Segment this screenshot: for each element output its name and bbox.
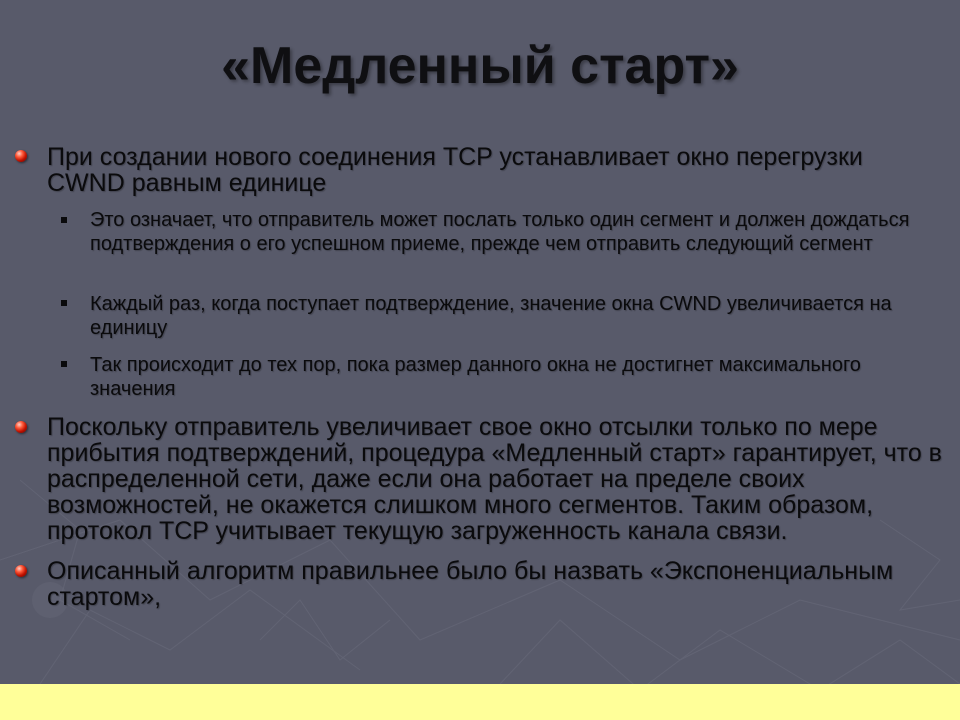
bullet-ball-icon [15, 150, 27, 162]
sub-bullet-item: Так происходит до тех пор, пока размер данного окна не достигнет максимального значения [90, 354, 861, 400]
sub-bullet-item: Каждый раз, когда поступает подтверждение, значение окна CWND увеличивается на единицу [90, 293, 892, 339]
sub-bullet-square-icon [61, 217, 67, 223]
bullet-item: При создании нового соединения TCP устанавливает окно перегрузки CWND равным единице [47, 143, 863, 197]
bullet-item: Описанный алгоритм правильнее было бы назвать «Экспоненциальным стартом», [47, 557, 894, 611]
sub-bullet-item: Это означает, что отправитель может послать только один сегмент и должен дождаться подтверждения о его успешном приеме, прежде чем отправить следующий сегмент [90, 209, 910, 255]
slide-title: «Медленный старт» [221, 37, 739, 95]
bullet-ball-icon [15, 421, 27, 433]
bullet-item: Поскольку отправитель увеличивает свое окно отсылки только по мере прибытия подтверждений, процедура «Медленный старт» гарантирует, что в распределенной сети, даже если она работает на пределе своих возможностей, не окажется слишком много сегментов. Таким образом, протокол TCP учитывает текущую загруженность канала связи. [47, 413, 942, 545]
sub-bullet-square-icon [61, 300, 67, 306]
sub-bullet-square-icon [61, 361, 67, 367]
footer-band [0, 684, 960, 720]
bullet-ball-icon [15, 565, 27, 577]
